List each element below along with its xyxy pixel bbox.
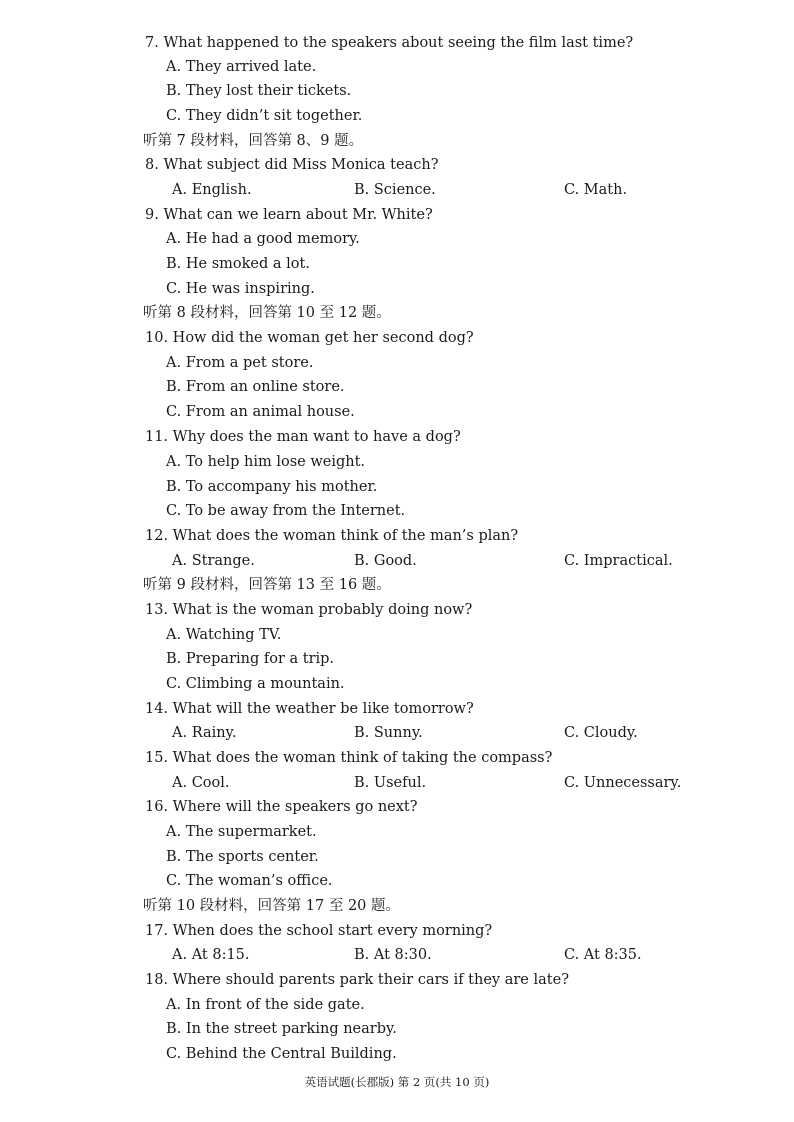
q14-option-c: C. Cloudy. <box>564 725 638 741</box>
q11-option-b: B. To accompany his mother. <box>166 479 378 495</box>
q9-option-c: C. He was inspiring. <box>166 281 315 297</box>
q18-option-b: B. In the street parking nearby. <box>166 1021 397 1037</box>
q12-option-c: C. Impractical. <box>564 553 673 569</box>
q15-option-b: B. Useful. <box>354 775 427 791</box>
q13-option-b: B. Preparing for a trip. <box>166 651 335 667</box>
q9-option-b: B. He smoked a lot. <box>166 256 310 272</box>
section-8-instruction: 听第 8 段材料，回答第 10 至 12 题。 <box>143 305 391 321</box>
question-7: 7. What happened to the speakers about seeing the film last time? <box>145 35 634 51</box>
q8-option-b: B. Science. <box>354 182 436 198</box>
q9-option-a: A. He had a good memory. <box>166 231 360 247</box>
question-10: 10. How did the woman get her second dog? <box>145 330 474 346</box>
q11-option-c: C. To be away from the Internet. <box>166 503 406 519</box>
q16-option-a: A. The supermarket. <box>166 824 317 840</box>
q7-option-a: A. They arrived late. <box>166 59 317 75</box>
section-10-instruction: 听第 10 段材料，回答第 17 至 20 题。 <box>143 898 401 914</box>
q13-option-c: C. Climbing a mountain. <box>166 676 345 692</box>
q10-option-b: B. From an online store. <box>166 379 345 395</box>
page-footer: 英语试题(长郡版) 第 2 页(共 10 页) <box>304 1075 490 1089</box>
question-17: 17. When does the school start every morning? <box>145 923 493 939</box>
q17-option-c: C. At 8:35. <box>564 947 642 963</box>
question-16: 16. Where will the speakers go next? <box>145 799 418 815</box>
question-15: 15. What does the woman think of taking the compass? <box>145 750 553 766</box>
q14-option-a: A. Rainy. <box>172 725 237 741</box>
q11-option-a: A. To help him lose weight. <box>166 454 366 470</box>
q13-option-a: A. Watching TV. <box>166 627 282 643</box>
section-9-instruction: 听第 9 段材料，回答第 13 至 16 题。 <box>143 577 391 593</box>
question-18: 18. Where should parents park their cars if they are late? <box>145 972 569 988</box>
q14-option-b: B. Sunny. <box>354 725 423 741</box>
q18-option-c: C. Behind the Central Building. <box>166 1046 397 1062</box>
q18-option-a: A. In front of the side gate. <box>166 997 365 1013</box>
q10-option-c: C. From an animal house. <box>166 404 355 420</box>
question-9: 9. What can we learn about Mr. White? <box>145 207 433 223</box>
question-8: 8. What subject did Miss Monica teach? <box>145 157 439 173</box>
q7-option-b: B. They lost their tickets. <box>166 83 352 99</box>
question-14: 14. What will the weather be like tomorrow? <box>145 701 474 717</box>
q8-option-c: C. Math. <box>564 182 628 198</box>
question-13: 13. What is the woman probably doing now? <box>145 602 473 618</box>
q7-option-c: C. They didn’t sit together. <box>166 108 363 124</box>
q12-option-b: B. Good. <box>354 553 417 569</box>
section-7-instruction: 听第 7 段材料，回答第 8、9 题。 <box>143 133 364 149</box>
q15-option-c: C. Unnecessary. <box>564 775 682 791</box>
q15-option-a: A. Cool. <box>172 775 230 791</box>
q17-option-b: B. At 8:30. <box>354 947 432 963</box>
q16-option-b: B. The sports center. <box>166 849 319 865</box>
question-11: 11. Why does the man want to have a dog? <box>145 429 461 445</box>
q16-option-c: C. The woman’s office. <box>166 873 333 889</box>
question-12: 12. What does the woman think of the man’s plan? <box>145 528 519 544</box>
q10-option-a: A. From a pet store. <box>166 355 314 371</box>
q17-option-a: A. At 8:15. <box>172 947 250 963</box>
q12-option-a: A. Strange. <box>172 553 255 569</box>
q8-option-a: A. English. <box>172 182 252 198</box>
